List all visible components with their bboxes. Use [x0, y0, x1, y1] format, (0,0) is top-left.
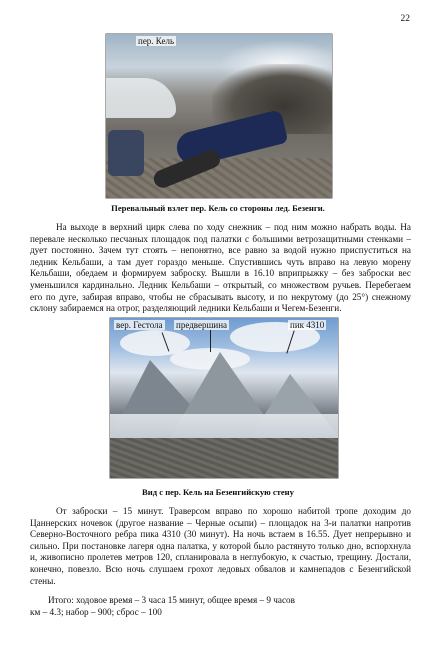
paragraph-2	[30, 506, 411, 587]
summary-line-1: Итого: ходовое время – 3 часа 15 минут, общее время – 9 часов	[48, 595, 295, 605]
photo-slope	[110, 438, 338, 478]
paragraph-1-text: На выходе в верхний цирк слева по ходу снежник – под ним можно набрать воды. На перевале несколько песчаных площадок под палатки с большими ветрозащитными стенками – дует постоянно. Зачем тут стоять – непонятно, все равно за водой нужно приспуститься на ледник Кельбаши, а там дует гораздо меньше. Спустившись чуть вправо на левую морену Кельбаши, обедаем и формируем заброску. Вышли в 16.10 вприпрыжку – без заброски вес уменьшился кардинально. Ледник Кельбаши – открытый, со множеством ручьев. Перебегаем его по дуге, забирая вправо, чтобы не сбрасывать высоту, и по некрутому (до 25°) снежному склону забираемся на отрог, разделяющий ледники Кельбаши и Чегем-Безенги.	[30, 222, 411, 314]
photo1-caption: Перевальный взлет пер. Кель со стороны лед. Безенги.	[111, 203, 325, 213]
photo-bezengi-wall	[110, 318, 338, 478]
photo-pass-ascent	[106, 34, 332, 198]
photo-backpack	[108, 130, 144, 176]
label-pointer-line	[210, 330, 211, 352]
page-number: 22	[400, 14, 410, 24]
paragraph-2-text: От заброски – 15 минут. Траверсом вправо по хорошо набитой тропе доходим до Цаннерских ночевок (другое название – Черные осыпи) – площадок на 3-и палатки напротив Северно-Восточного ребра пика 4310 (30 минут). На ночь встаем в 16.55. Дует непрерывно и сильно. При постановке лагеря одна палатка, у которой было растянуто только дно, вспорхнула и, живописно пролетев метров 120, спланировала в неглубокую, к счастью, трещину. Достали, конечно, повезло. Всю ночь слушаем грохот ледовых обвалов и камнепадов с Безенгийской стены.	[30, 506, 411, 586]
photo-glacier	[110, 414, 338, 440]
summary-line-2: км – 4.3; набор – 900; сброс – 100	[30, 607, 162, 617]
photo-label-peak-4310: пик 4310	[290, 320, 325, 330]
paragraph-1	[30, 222, 411, 315]
photo-snow-patch	[106, 78, 176, 118]
photo2-caption: Вид с пер. Кель на Безенгийскую стену	[142, 487, 294, 497]
photo-label-pass: пер. Кель	[138, 36, 175, 46]
photo-label-pre-summit: предвершина	[176, 320, 228, 330]
photo-label-gestola: вер. Гестола	[116, 320, 163, 330]
